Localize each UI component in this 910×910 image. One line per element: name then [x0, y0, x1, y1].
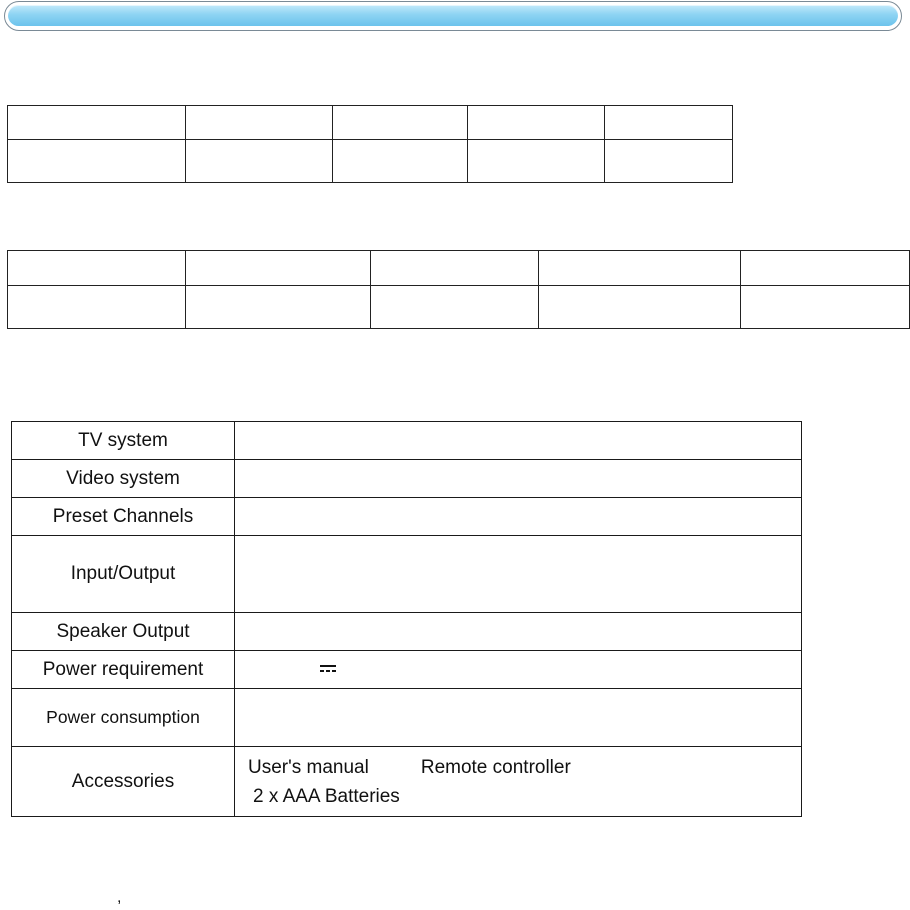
table-cell [539, 251, 741, 286]
accessories-line-2 [248, 782, 801, 811]
spec-row-preset-channels [12, 498, 802, 536]
table-row [8, 140, 733, 183]
spec-row-power-requirement [12, 651, 802, 689]
spec-label: Power requirement [12, 651, 235, 689]
spec-label: Power consumption [12, 689, 235, 747]
spec-label: Speaker Output [12, 613, 235, 651]
table-cell [605, 140, 733, 183]
table-cell [539, 286, 741, 329]
spec-row-input-output [12, 536, 802, 613]
spec-value [235, 613, 802, 651]
table-cell [186, 251, 371, 286]
accessory-item: Remote controller [420, 756, 571, 778]
spec-value [235, 460, 802, 498]
table-cell [371, 251, 539, 286]
table-cell [8, 286, 186, 329]
spec-label: Video system [12, 460, 235, 498]
table-cell [186, 106, 333, 140]
section-header-bar [4, 1, 902, 31]
table-row [8, 106, 733, 140]
spec-row-tv-system [12, 422, 802, 460]
spec-value [235, 498, 802, 536]
spec-value [235, 536, 802, 613]
specifications-table [11, 421, 802, 817]
table-cell [8, 140, 186, 183]
accessory-item: User's manual [248, 756, 369, 778]
spec-row-video-system [12, 460, 802, 498]
spec-row-power-consumption [12, 689, 802, 747]
table-cell [741, 286, 910, 329]
spec-label: Accessories [12, 747, 235, 817]
table-row [8, 251, 910, 286]
accessories-list [235, 747, 802, 817]
section-header-fill [8, 5, 898, 26]
spec-value [235, 651, 802, 689]
table-cell [186, 140, 333, 183]
spec-value [235, 422, 802, 460]
spec-value [235, 689, 802, 747]
table-cell [8, 251, 186, 286]
table-cell [605, 106, 733, 140]
accessory-item: 2 x AAA Batteries [253, 785, 400, 807]
dc-symbol-icon [320, 658, 336, 680]
spec-label: Preset Channels [12, 498, 235, 536]
table-cell [741, 251, 910, 286]
spec-label: Input/Output [12, 536, 235, 613]
spec-label: TV system [12, 422, 235, 460]
table-cell [468, 106, 605, 140]
table-cell [186, 286, 371, 329]
table-cell [333, 106, 468, 140]
accessories-line-1 [248, 753, 801, 782]
empty-grid-table-1 [7, 105, 733, 183]
table-cell [371, 286, 539, 329]
table-row [8, 286, 910, 329]
stray-comma-mark: , [117, 889, 122, 906]
table-cell [8, 106, 186, 140]
spec-row-accessories [12, 747, 802, 817]
table-cell [333, 140, 468, 183]
empty-grid-table-2 [7, 250, 910, 329]
table-cell [468, 140, 605, 183]
spec-row-speaker-output [12, 613, 802, 651]
